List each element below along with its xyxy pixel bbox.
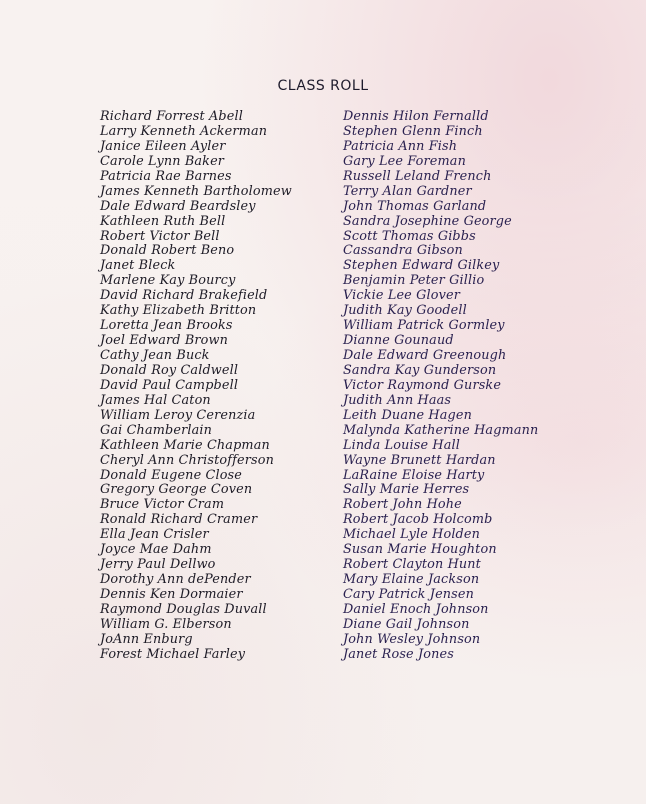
student-name: Gary Lee Foreman [343, 153, 466, 169]
student-name: Richard Forrest Abell [100, 109, 243, 124]
student-name: Cathy Jean Buck [100, 348, 210, 363]
student-name: Dennis Hilon Fernalld [343, 109, 489, 124]
student-name: Dale Edward Greenough [343, 348, 507, 363]
student-name: James Kenneth Bartholomew [100, 183, 292, 199]
student-name: Judith Kay Goodell [343, 303, 467, 319]
student-name: Robert Jacob Holcomb [343, 512, 493, 528]
student-name: Cassandra Gibson [343, 243, 463, 259]
student-name: Donald Roy Caldwell [100, 362, 239, 378]
student-name: Judith Ann Haas [343, 392, 452, 408]
student-name: Vickie Lee Glover [343, 288, 460, 304]
student-name: Dale Edward Beardsley [100, 198, 256, 214]
student-name: Loretta Jean Brooks [100, 318, 233, 334]
student-name: Susan Marie Houghton [343, 542, 497, 558]
student-name: Donald Robert Beno [100, 243, 235, 259]
student-name: Terry Alan Gardner [343, 183, 472, 199]
student-name: William Leroy Cerenzia [100, 407, 256, 423]
student-name: Marlene Kay Bourcy [100, 273, 236, 289]
student-name: Larry Kenneth Ackerman [100, 123, 268, 139]
student-name: Joel Edward Brown [100, 333, 229, 349]
student-name: Gai Chamberlain [100, 422, 212, 438]
student-name: Ella Jean Crisler [100, 527, 209, 543]
student-name: Kathy Elizabeth Britton [100, 303, 257, 319]
student-name: Patricia Rae Barnes [100, 168, 232, 184]
name-column-left [100, 110, 292, 663]
student-name: Stephen Edward Gilkey [343, 258, 500, 274]
student-name: Victor Raymond Gurske [343, 377, 502, 393]
student-name: William Patrick Gormley [343, 318, 505, 334]
student-name: Benjamin Peter Gillio [343, 273, 485, 289]
student-name: Cary Patrick Jensen [343, 587, 475, 602]
page-title: CLASS ROLL [277, 78, 369, 94]
student-name: Diane Gail Johnson [343, 616, 470, 632]
student-name: LaRaine Eloise Harty [343, 467, 485, 483]
student-name: Kathleen Marie Chapman [100, 437, 270, 453]
student-name: Janice Eileen Ayler [100, 138, 226, 154]
student-name: John Wesley Johnson [343, 631, 481, 647]
student-name: John Thomas Garland [343, 198, 487, 214]
student-name: Daniel Enoch Johnson [343, 601, 489, 617]
student-name: Donald Eugene Close [100, 467, 242, 483]
student-name: Sandra Josephine George [343, 213, 512, 229]
student-name: Joyce Mae Dahm [100, 542, 212, 558]
student-name: JoAnn Enburg [100, 631, 193, 647]
student-name: Forest Michael Farley [100, 646, 246, 662]
student-name: Janet Bleck [100, 258, 176, 274]
student-name: Leith Duane Hagen [343, 407, 472, 423]
student-name: James Hal Caton [100, 392, 211, 408]
student-name: David Paul Campbell [100, 377, 239, 393]
student-name: Mary Elaine Jackson [343, 572, 480, 588]
student-name: Dianne Gounaud [343, 333, 454, 349]
student-name: Cheryl Ann Christofferson [100, 452, 274, 468]
student-name: Scott Thomas Gibbs [343, 228, 476, 244]
student-name: Patricia Ann Fish [343, 138, 458, 154]
student-name: Gregory George Coven [100, 482, 253, 498]
student-name: Sandra Kay Gunderson [343, 362, 497, 378]
student-name: Raymond Douglas Duvall [100, 601, 267, 617]
student-name: Malynda Katherine Hagmann [343, 422, 539, 438]
student-name: Carole Lynn Baker [100, 153, 225, 169]
student-name: Robert Victor Bell [100, 228, 220, 244]
student-name: Michael Lyle Holden [343, 527, 481, 543]
student-name: Bruce Victor Cram [100, 497, 225, 513]
student-name: Jerry Paul Dellwo [100, 557, 216, 573]
student-name: Linda Louise Hall [343, 437, 460, 453]
student-name: David Richard Brakefield [100, 288, 268, 304]
student-name: Sally Marie Herres [343, 482, 470, 498]
student-name: Wayne Brunett Hardan [343, 452, 496, 468]
name-column-right [343, 110, 538, 663]
student-name: William G. Elberson [100, 616, 232, 632]
student-name: Janet Rose Jones [343, 646, 454, 662]
student-name: Robert John Hohe [343, 497, 462, 513]
student-name: Robert Clayton Hunt [343, 557, 481, 573]
student-name: Dorothy Ann dePender [100, 572, 251, 588]
student-name: Stephen Glenn Finch [343, 123, 483, 139]
student-name: Ronald Richard Cramer [100, 512, 258, 528]
student-name: Kathleen Ruth Bell [100, 213, 226, 229]
student-name: Russell Leland French [343, 168, 492, 184]
student-name: Dennis Ken Dormaier [100, 587, 243, 602]
